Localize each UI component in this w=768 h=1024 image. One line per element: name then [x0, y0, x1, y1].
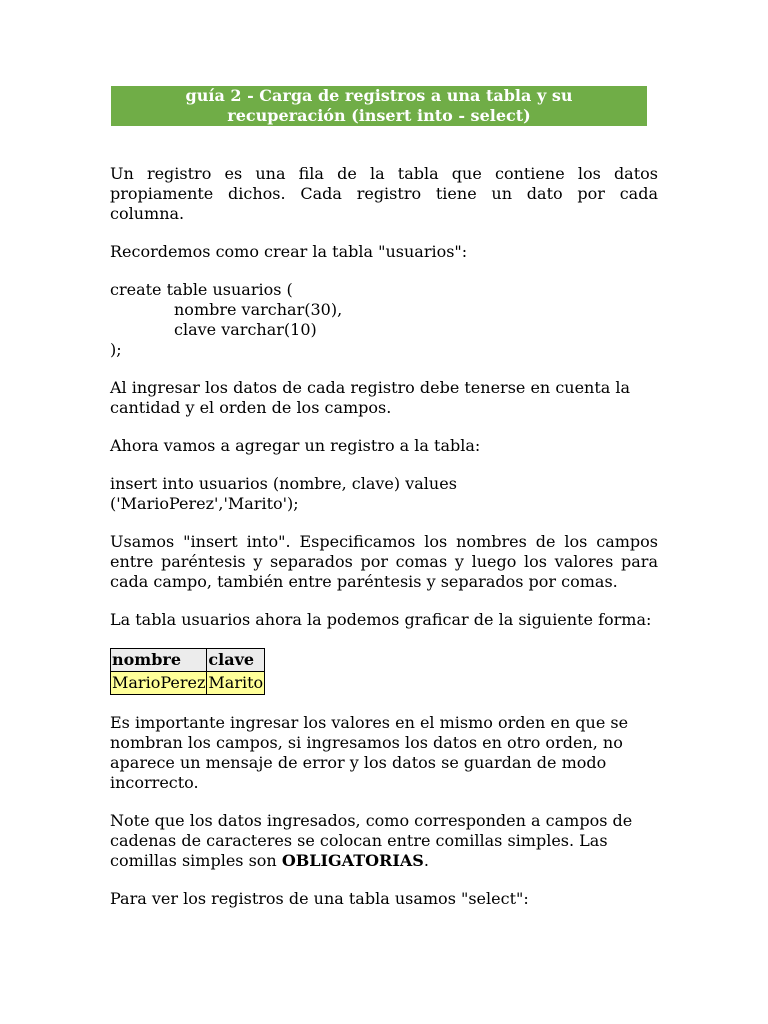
code-line: create table usuarios (: [110, 280, 293, 299]
document-body: [110, 164, 658, 927]
paragraph-insert-explain: Usamos "insert into". Especificamos los nombres de los campos entre paréntesis y separados por comas y luego los valores para cada campo, también entre paréntesis y separados por comas.: [110, 532, 658, 591]
paragraph-recall: Recordemos como crear la tabla "usuarios":: [110, 242, 468, 261]
paragraph-table-intro: La tabla usuarios ahora la podemos graficar de la siguiente forma:: [110, 610, 652, 629]
usuarios-table: [110, 648, 265, 695]
paragraph-order: Al ingresar los datos de cada registro debe tenerse en cuenta la cantidad y el orden de los campos.: [110, 378, 631, 417]
code-line: nombre varchar(30),: [174, 300, 343, 319]
paragraph-intro: Un registro es una fila de la tabla que contiene los datos propiamente dichos. Cada registro tiene un dato por cada columna.: [110, 164, 658, 223]
code-line: clave varchar(10): [174, 320, 317, 339]
code-line: insert into usuarios (nombre, clave) values: [110, 474, 457, 493]
paragraph-quotes: [110, 811, 658, 871]
obligatorias-bold: OBLIGATORIAS: [281, 851, 424, 870]
paragraph-add: Ahora vamos a agregar un registro a la tabla:: [110, 436, 481, 455]
table-cell: MarioPerez: [111, 672, 207, 695]
code-line: );: [110, 340, 122, 359]
table-header-row: [111, 649, 265, 672]
table-header: nombre: [111, 649, 207, 672]
paragraph-important: Es importante ingresar los valores en el mismo orden en que se nombran los campos, si ingresamos los datos en otro orden, no aparece un mensaje de error y los datos se guardan de modo incorrecto.: [110, 713, 629, 792]
title-line-2: recuperación (insert into - select): [227, 106, 531, 125]
table-cell: Marito: [207, 672, 265, 695]
code-line: ('MarioPerez','Marito');: [110, 494, 299, 513]
paragraph-select: Para ver los registros de una tabla usamos "select":: [110, 889, 529, 908]
code-insert: [110, 474, 658, 514]
table-row: [111, 672, 265, 695]
title-line-1: guía 2 - Carga de registros a una tabla y su: [185, 86, 573, 105]
code-create-table: [110, 280, 658, 360]
quotes-period: .: [423, 851, 429, 870]
quotes-text: Note que los datos ingresados, como corresponden a campos de cadenas de caracteres se colocan entre comillas simples. Las comillas simples son: [110, 811, 633, 870]
title-banner: [111, 86, 647, 126]
table-header: clave: [207, 649, 265, 672]
